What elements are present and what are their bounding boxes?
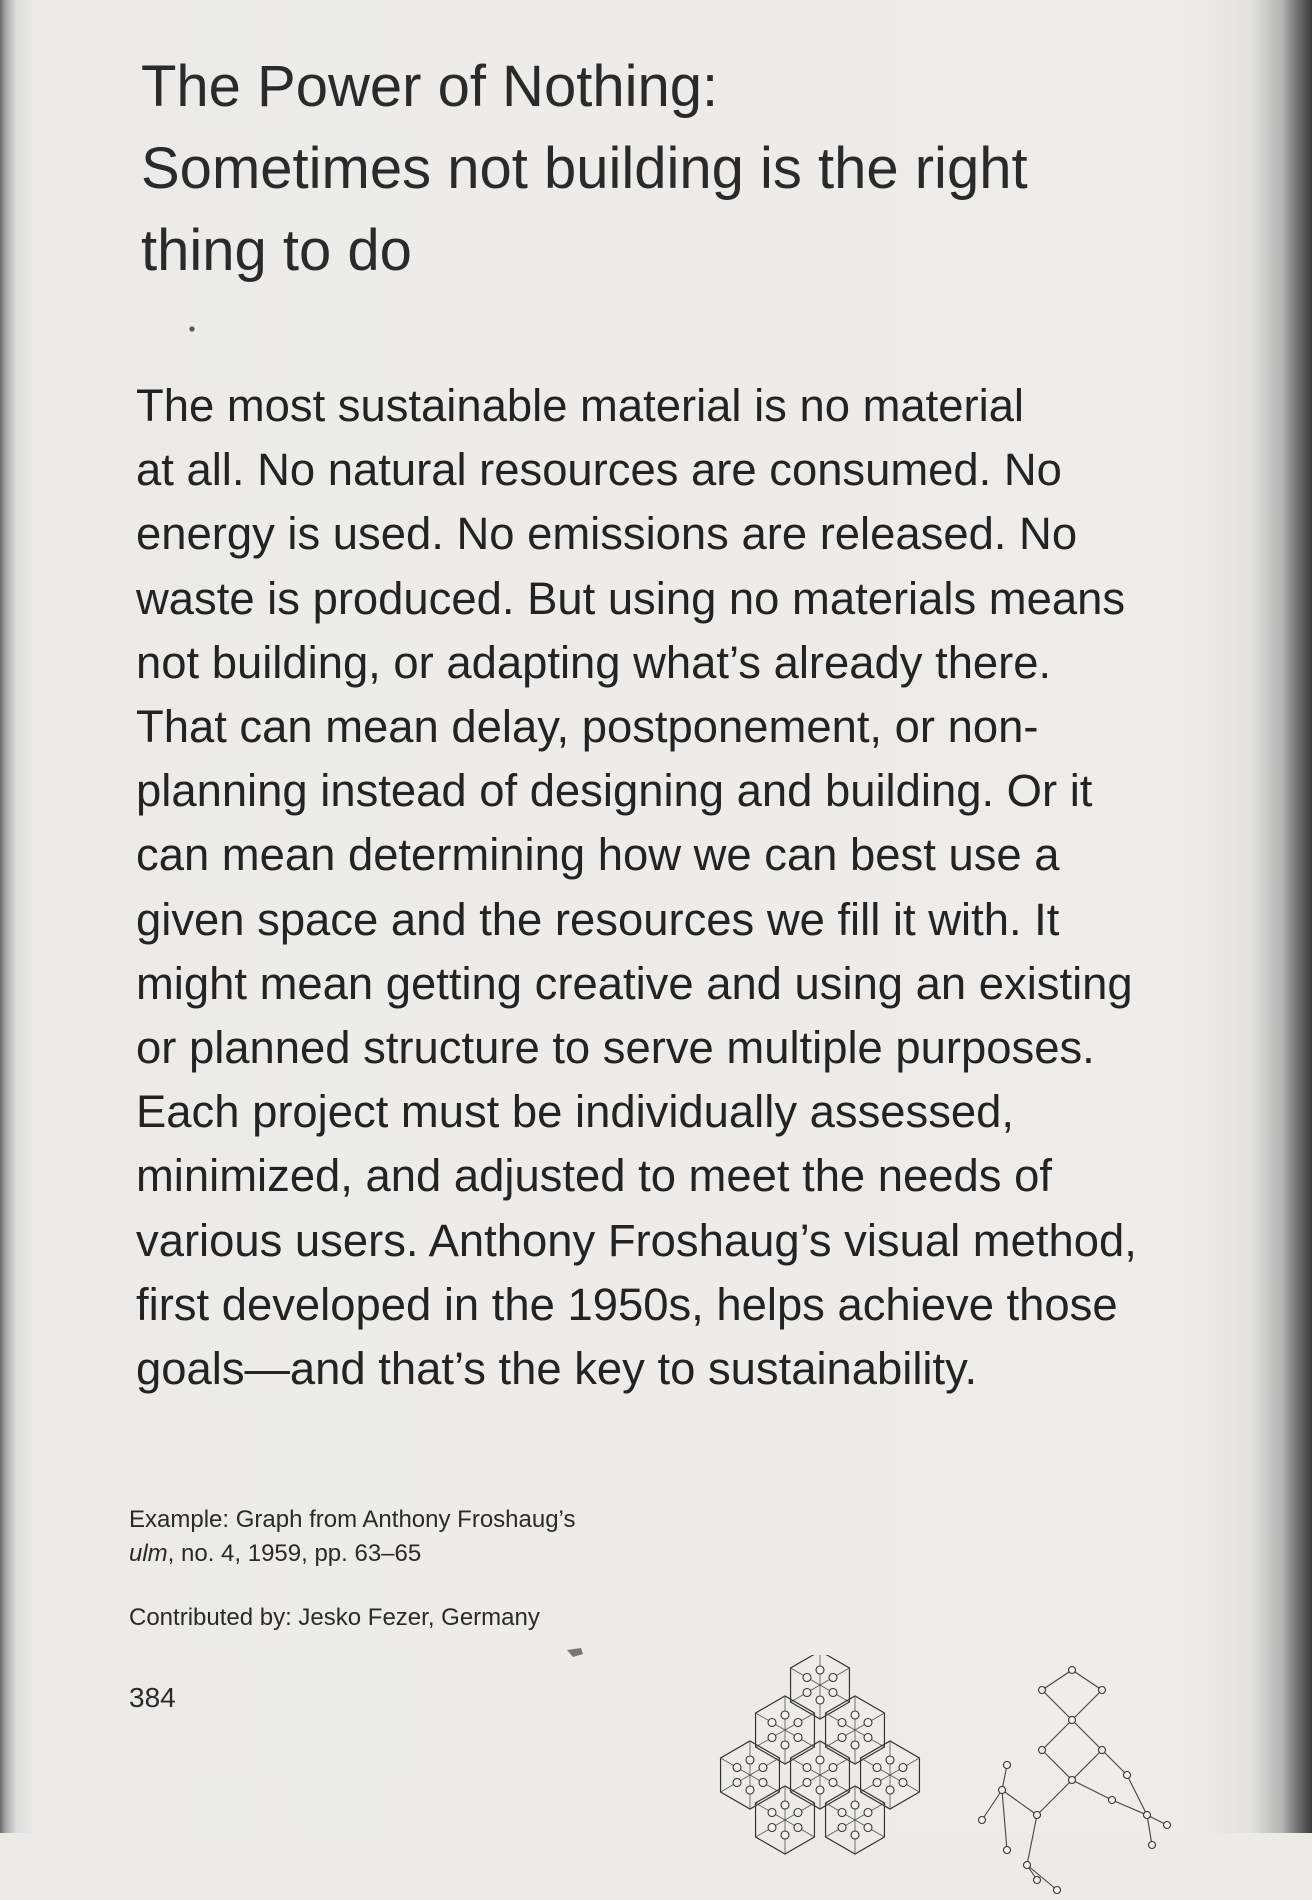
body-line: given space and the resources we fill it with. It [136, 893, 1060, 945]
title-line: The Power of Nothing: [141, 54, 719, 119]
ink-speck [188, 325, 196, 333]
body-line: The most sustainable material is no material [136, 380, 1025, 431]
caption-reference: , no. 4, 1959, pp. 63–65 [167, 1540, 422, 1567]
hexagonal-graph-illustration [700, 1655, 945, 1865]
body-line: can mean determining how we can best use a [136, 829, 1060, 881]
branching-graph-illustration [962, 1650, 1182, 1900]
ink-speck [565, 1645, 585, 1659]
body-line: goals—and that’s the key to sustainability. [136, 1343, 978, 1395]
title-line: Sometimes not building is the right [141, 136, 1028, 201]
figure-caption [129, 1503, 575, 1571]
body-line: minimized, and adjusted to meet the needs of [136, 1150, 1052, 1202]
body-line: energy is used. No emissions are released. No [136, 508, 1078, 560]
caption-line: Example: Graph from Anthony Froshaug’s [129, 1506, 576, 1533]
body-line: waste is produced. But using no materials means [136, 572, 1126, 624]
caption-line [129, 1537, 575, 1571]
body-line: various users. Anthony Froshaug’s visual method, [136, 1214, 1137, 1266]
body-paragraph [136, 374, 1226, 1401]
body-line: not building, or adapting what’s already there. [136, 636, 1052, 688]
body-line: at all. No natural resources are consumed. No [136, 444, 1062, 496]
page-title [141, 46, 1241, 292]
journal-title: ulm [129, 1540, 168, 1567]
title-line: thing to do [141, 218, 412, 283]
body-line: That can mean delay, postponement, or non- [136, 701, 1039, 753]
body-line: first developed in the 1950s, helps achieve those [136, 1278, 1118, 1330]
contributor-credit: Contributed by: Jesko Fezer, Germany [129, 1604, 540, 1631]
page-number: 384 [129, 1682, 176, 1713]
body-line: Each project must be individually assessed, [136, 1086, 1015, 1138]
body-line: planning instead of designing and building. Or it [136, 765, 1093, 817]
body-line: might mean getting creative and using an existing [136, 957, 1133, 1009]
body-line: or planned structure to serve multiple purposes. [136, 1022, 1095, 1074]
